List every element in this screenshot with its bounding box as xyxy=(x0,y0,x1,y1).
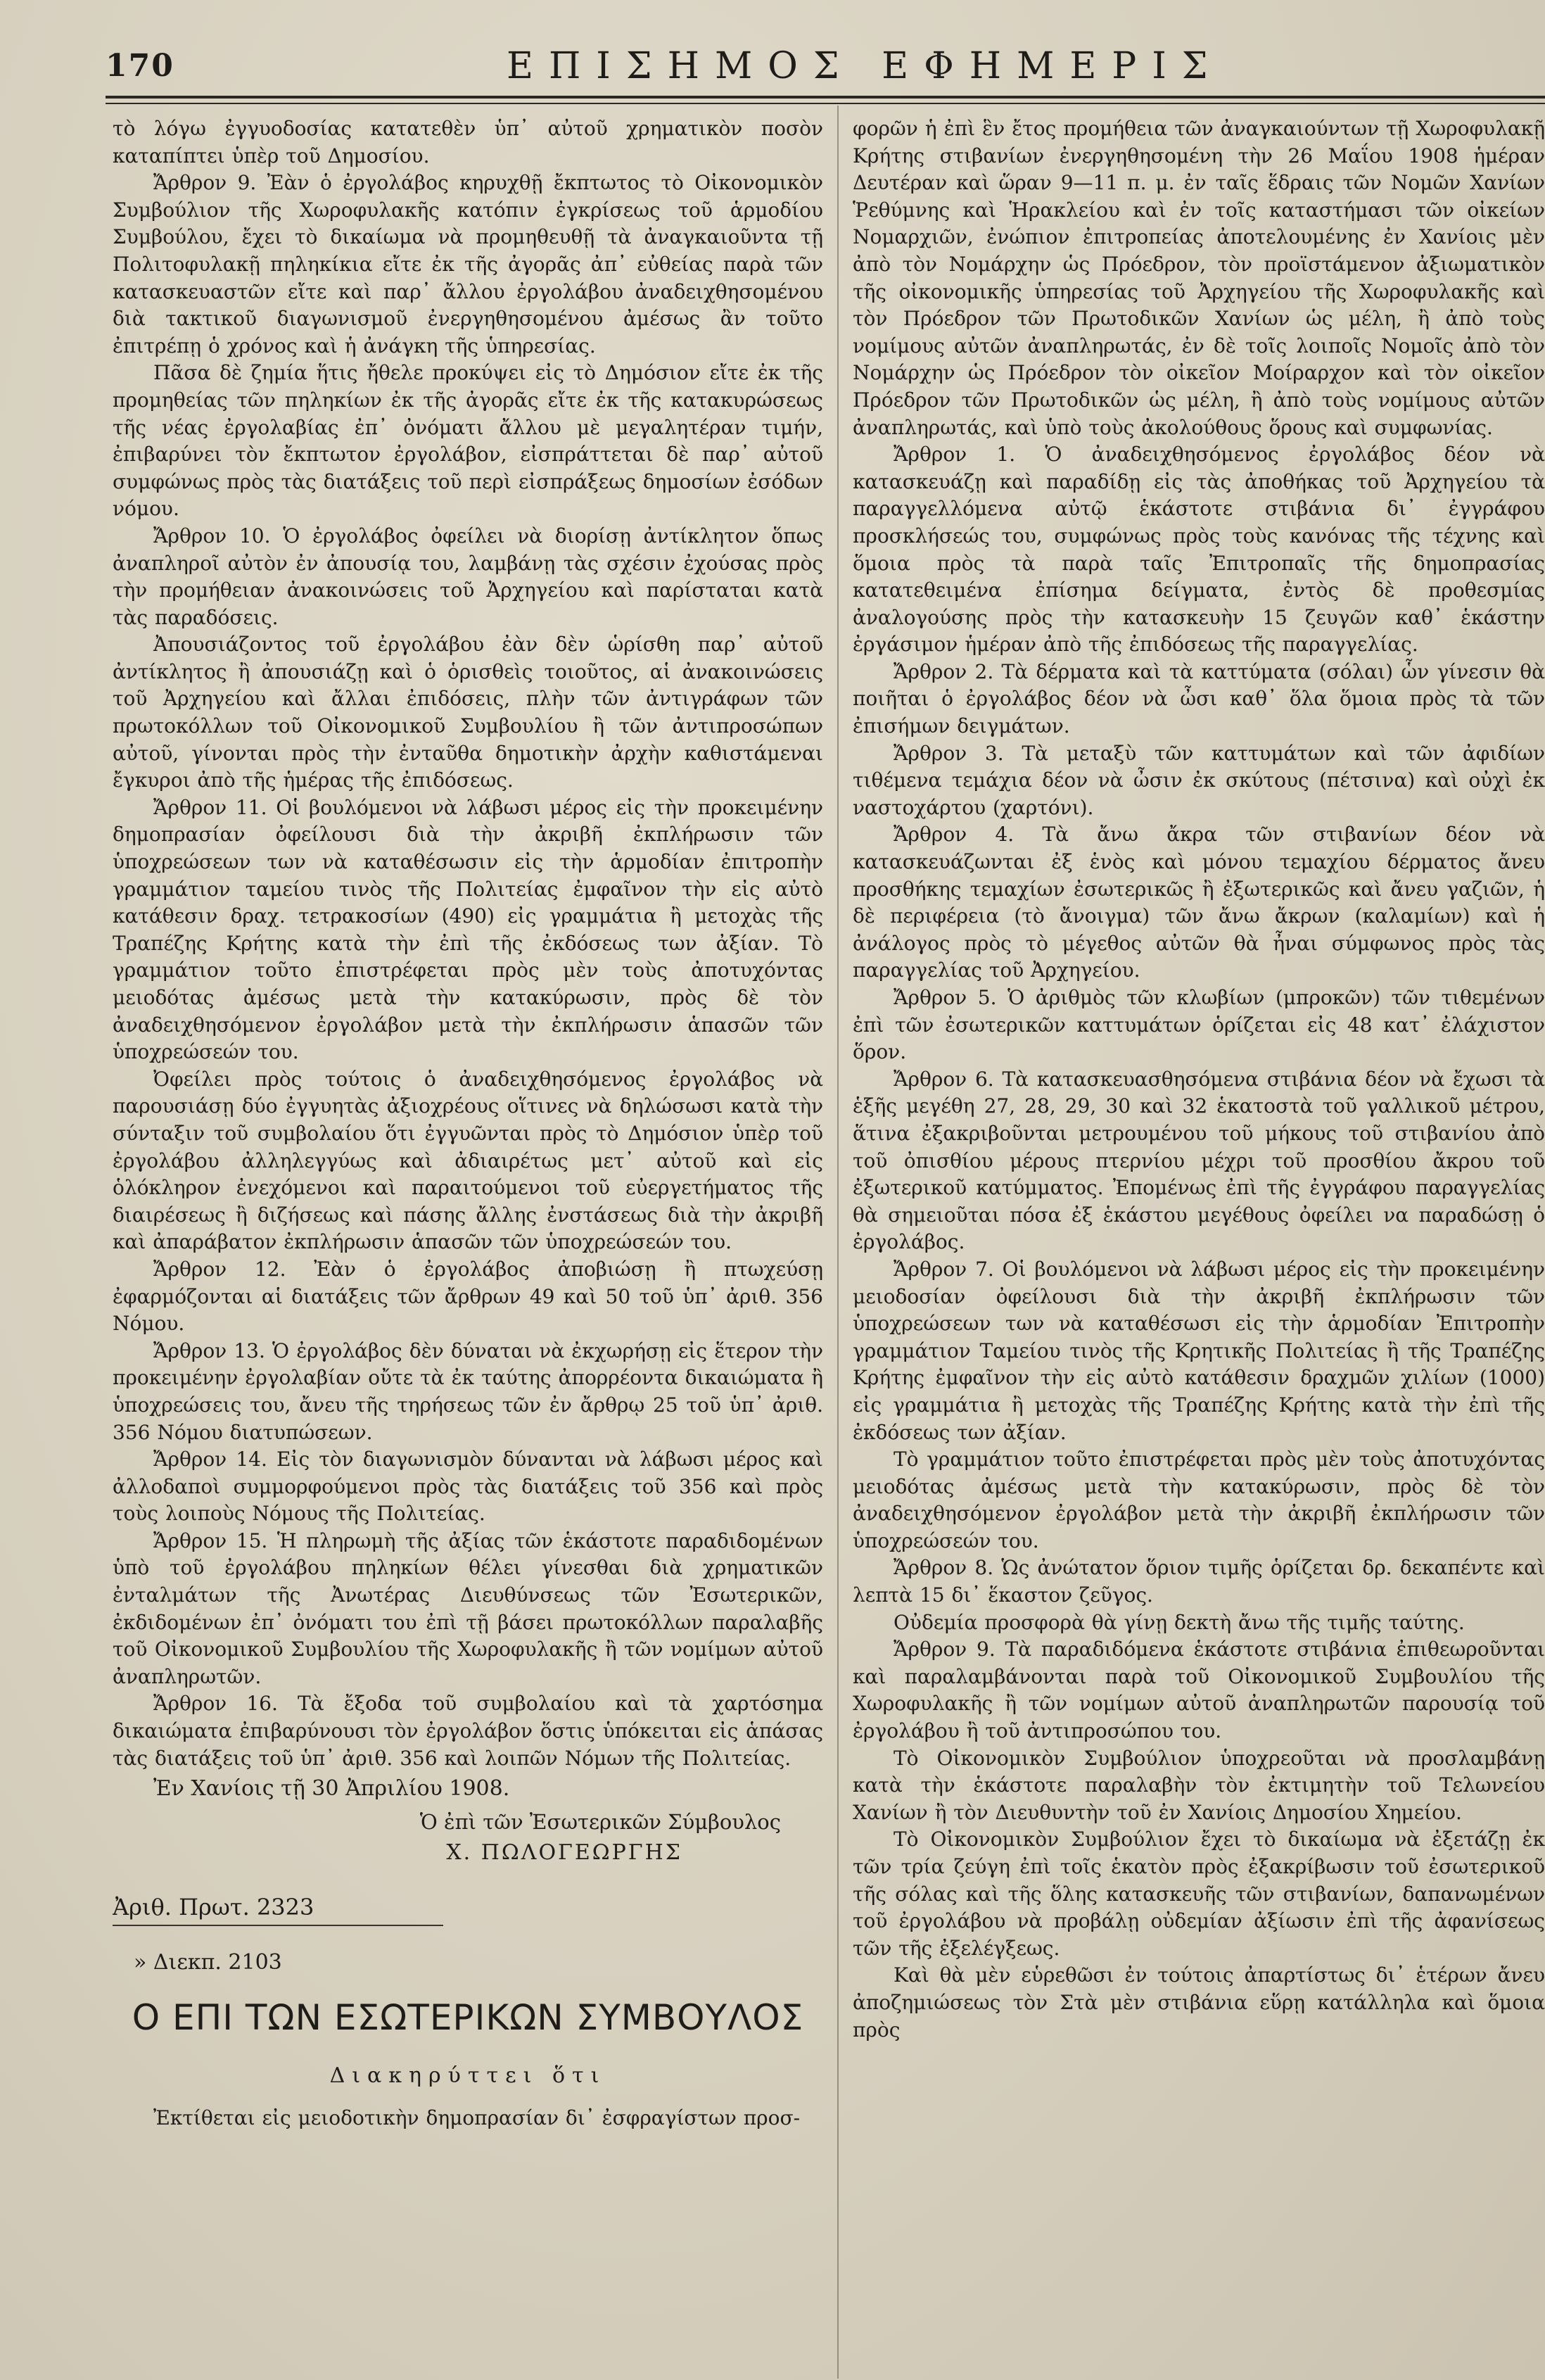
paragraph: Ἀπουσιάζοντος τοῦ ἐργολάβου ἐὰν δὲν ὡρίσθη παρ᾽ αὐτοῦ ἀντίκλητος ἢ ἀπουσιάζῃ καὶ ὁ ὁρισθεὶς τοιοῦτος, αἱ ἀνακοινώσεις τοῦ Ἀρχηγείου καὶ ἄλλαι ἐπιδόσεις, πλὴν τῶν ἀντιγράφων τῶν πρωτοκόλλων τοῦ Οἰκονομικοῦ Συμβουλίου ἢ τῶν ἀντιπροσώπων αὐτοῦ, γίνονται πρὸς τὴν ἐνταῦθα δημοτικὴν ἀρχὴν καθιστάμεναι ἔγκυροι ἀπὸ τῆς ἡμέρας τῆς ἐπιδόσεως. xyxy=(113,633,823,792)
article-1: Ἄρθρον 1. Ὁ ἀναδειχθησόμενος ἐργολάβος δέον νὰ κατασκευάζῃ καὶ παραδίδῃ εἰς τὰς ἀποθήκας τοῦ Ἀρχηγείου τὰ παραγγελλόμενα αὐτῷ ἑκάστοτε στιβάνια δι᾽ ἐγγράφου προσκλήσεώς του, συμφώνως πρὸς τοὺς κανόνας τῆς τέχνης καὶ ὅμοια πρὸς τὰ παρὰ ταῖς Ἐπιτροπαῖς τῆς δημοπρασίας κατατεθειμένα ἐπίσημα δείγματα, ἐντὸς δὲ προθεσμίας ἀναλογούσης πρὸς τὴν κατασκευὴν 15 ζευγῶν καθ᾽ ἑκάστην ἐργάσιμον ἡμέραν ἀπὸ τῆς ἐπιδόσεως τῆς παραγγελίας. xyxy=(853,443,1545,657)
signature-name: Χ. ΠΩΛΟΓΕΩΡΓΗΣ xyxy=(446,1840,682,1866)
signature-block xyxy=(113,1806,781,1868)
article-7: Ἄρθρον 7. Οἱ βουλόμενοι νὰ λάβωσι μέρος εἰς τὴν προκειμένην μειοδοσίαν ὀφείλουσι διὰ τὴν ἀκριβῆ ἐκπλήρωσιν τῶν ὑποχρεώσεων των νὰ καταθέσωσι εἰς τὴν ἁρμοδίαν Ἐπιτροπὴν γραμμάτιον Ταμείου τινὸς τῆς Κρητικῆς Πολιτείας ἢ τῆς Τραπέζης Κρήτης ἐμφαῖνον τὴν εἰς αὐτὸ κατάθεσιν δραχμῶν χιλίων (1000) εἰς γραμμάτια ἢ μετοχὰς τῆς Τραπέζης Κρήτης κατὰ τὴν ἐπὶ τῆς ἐκδόσεως των ἀξίαν. xyxy=(853,1257,1545,1444)
right-column xyxy=(853,115,1545,2367)
paragraph: Καὶ θὰ μὲν εὑρεθῶσι ἐν τούτοις ἀπαρτίστως δι᾽ ἑτέρων ἄνευ ἀποζημιώσεως τὸν Στὰ μὲν στιβάνια εὕρῃ κατάλληλα καὶ ὅμοια πρὸς xyxy=(853,1963,1545,2042)
reference-rule xyxy=(113,1925,443,1926)
header-rule xyxy=(106,96,1545,104)
article-5: Ἄρθρον 5. Ὁ ἀριθμὸς τῶν κλωβίων (μπροκῶν) τῶν τιθεμένων ἐπὶ τῶν ἐσωτερικῶν καττυμάτων ὁρίζεται εἰς 48 κατ᾽ ἐλάχιστον ὅρον. xyxy=(853,986,1545,1064)
newspaper-title: ΕΠΙΣΗΜΟΣ ΕΦΗΜΕΡΙΣ xyxy=(507,45,1223,87)
article-11: Ἄρθρον 11. Οἱ βουλόμενοι νὰ λάβωσι μέρος εἰς τὴν προκειμένην δημοπρασίαν ὀφείλουσι διὰ τὴν ἀκριβῆ ἐκπλήρωσιν τῶν ὑποχρεώσεων των νὰ καταθέσωσιν εἰς τὴν ἁρμοδίαν ἐπιτροπὴν γραμμάτιον ταμείου τινὸς τῆς Πολιτείας ἐμφαῖνον τὴν εἰς αὐτὸ κατάθεσιν δραχ. τετρακοσίων (490) εἰς γραμμάτια ἢ μετοχὰς τῆς Τραπέζης Κρήτης κατὰ τὴν ἐπὶ τῆς ἐκδόσεως των ἀξίαν. Τὸ γραμμάτιον τοῦτο ἐπιστρέφεται πρὸς μὲν τοὺς ἀποτυχόντας μειοδότας ἀμέσως μετὰ τὴν κατακύρωσιν, πρὸς δὲ τὸν ἀναδειχθησόμενον ἐργολάβον μετὰ τὴν ἐκπλήρωσιν ἁπασῶν τῶν ὑποχρεώσεών του. xyxy=(113,795,823,1064)
paragraph: Πᾶσα δὲ ζημία ἥτις ἤθελε προκύψει εἰς τὸ Δημόσιον εἴτε ἐκ τῆς προμηθείας τῶν πηληκίων ἐκ τῆς ἀγορᾶς εἴτε ἐκ τῆς κατακυρώσεως τῆς νέας ἐργολαβίας ἐπ᾽ ὀνόματι ἄλλου μὲ μεγαλητέραν τιμήν, ἐπιβαρύνει τὸν ἔκπτωτον ἐργολάβον, εἰσπράττεται δὲ παρ᾽ αὐτοῦ συμφώνως πρὸς τὰς διατάξεις τοῦ περὶ εἰσπράξεως δημοσίων ἐσόδων νόμου. xyxy=(113,361,823,521)
paragraph: Ἐκτίθεται εἰς μειοδοτικὴν δημοπρασίαν δι᾽ ἐσφραγίστων προσ- xyxy=(153,2106,801,2130)
page-number: 170 xyxy=(106,48,174,84)
left-column xyxy=(113,115,823,2367)
article-3: Ἄρθρον 3. Τὰ μεταξὺ τῶν καττυμάτων καὶ τῶν ἀφιδίων τιθέμενα τεμάχια δέον νὰ ὦσιν ἐκ σκύτους (πέτσινα) καὶ οὐχὶ ἐκ ναστοχάρτου (χαρτόνι). xyxy=(853,741,1545,819)
paragraph: τὸ λόγω ἐγγυοδοσίας κατατεθὲν ὑπ᾽ αὐτοῦ χρηματικὸν ποσὸν καταπίπτει ὑπὲρ τοῦ Δημοσίου. xyxy=(113,117,823,167)
paragraph: Οὐδεμία προσφορὰ θὰ γίνῃ δεκτὴ ἄνω τῆς τιμῆς ταύτης. xyxy=(894,1610,1465,1634)
section-subtitle: Διακηρύττει ὅτι xyxy=(329,2063,606,2089)
signature-title: Ὁ ἐπὶ τῶν Ἐσωτερικῶν Σύμβουλος xyxy=(419,1810,781,1835)
date-line: Ἐν Χανίοις τῇ 30 Ἀπριλίου 1908. xyxy=(153,1776,510,1802)
column-divider xyxy=(837,106,839,2379)
paragraph: Τὸ γραμμάτιον τοῦτο ἐπιστρέφεται πρὸς μὲν τοὺς ἀποτυχόντας μειοδότας ἀμέσως μετὰ τὴν κατακύρωσιν, πρὸς δὲ τὸν ἀναδειχθησόμενον ἐργολάβον μετὰ τὴν ἀκριβῆ ἐκπλήρωσιν τῶν ὑποχρεώσεών του. xyxy=(853,1448,1545,1552)
article-4: Ἄρθρον 4. Τὰ ἄνω ἄκρα τῶν στιβανίων δέον νὰ κατασκευάζωνται ἐξ ἑνὸς καὶ μόνου τεμαχίου δέρματος ἄνευ προσθήκης τεμαχίων ἐσωτερικῶς ἢ ἐξωτερικῶς καὶ ἄνευ γαζιῶν, ἡ δὲ περιφέρεια (τὸ ἄνοιγμα) τῶν ἄνω ἄκρων (καλαμίων) καὶ ἡ ἀνάλογος πρὸς τὸ μέγεθος αὐτῶν θὰ ἦναι σύμφωνος πρὸς τὰς παραγγελίας τοῦ Ἀρχηγείου. xyxy=(853,823,1545,982)
paragraph: Τὸ Οἰκονομικὸν Συμβούλιον ὑποχρεοῦται νὰ προσλαμβάνῃ κατὰ τὴν ἑκάστοτε παραλαβὴν τὸν ἐκτιμητὴν τοῦ Τελωνείου Χανίων ἢ τὸν Διευθυντὴν τοῦ ἐν Χανίοις Δημοσίου Χημείου. xyxy=(853,1746,1545,1824)
paragraph: Ὀφείλει πρὸς τούτοις ὁ ἀναδειχθησόμενος ἐργολάβος νὰ παρουσιάσῃ δύο ἐγγυητὰς ἀξιοχρέους οἵτινες νὰ δηλώσωσι κατὰ τὴν σύνταξιν τοῦ συμβολαίου ὅτι ἐγγυῶνται πρὸς τὸ Δημόσιον ὑπὲρ τοῦ ἐργολάβου ἀλληλεγγύως καὶ ἀδιαιρέτως μετ᾽ αὐτοῦ καὶ εἰς ὁλόκληρον ἐνεχόμενοι καὶ παραιτούμενοι τοῦ εὐεργετήματος τῆς διαιρέσεως ἢ διζήσεως καὶ πάσης ἄλλης ἐνστάσεως διὰ τὴν ἀκριβῆ καὶ ἀπαράβατον ἐκπλήρωσιν ἁπασῶν τῶν ὑποχρεώσεών του. xyxy=(113,1067,823,1254)
article-13: Ἄρθρον 13. Ὁ ἐργολάβος δὲν δύναται νὰ ἐκχωρήσῃ εἰς ἕτερον τὴν προκειμένην ἐργολαβίαν οὔτε τὰ ἐκ ταύτης ἀπορρέοντα δικαιώματα ἢ ὑποχρεώσεις του, ἄνευ τῆς τηρήσεως τῶν ἐν ἄρθρῳ 25 τοῦ ὑπ᾽ ἀριθ. 356 Νόμου διατυπώσεων. xyxy=(113,1338,823,1444)
dispatch-number: » Διεκπ. 2103 xyxy=(134,1950,282,1975)
protocol-number: Ἀριθ. Πρωτ. 2323 xyxy=(113,1894,314,1921)
paragraph: φορῶν ἡ ἐπὶ ἓν ἔτος προμήθεια τῶν ἀναγκαιούντων τῇ Χωροφυλακῇ Κρήτης στιβανίων ἐνεργηθησομένη τὴν 26 Μαΐου 1908 ἡμέραν Δευτέραν καὶ ὥραν 9—11 π. μ. ἐν ταῖς ἕδραις τῶν Νομῶν Χανίων Ῥεθύμνης καὶ Ἡρακλείου καὶ ἐν τοῖς καταστήμασι τῶν οἰκείων Νομαρχιῶν, ἐνώπιον ἐπιτροπείας ἀποτελουμένης ἐν Χανίοις μὲν ἀπὸ τὸν Νομάρχην ὡς Πρόεδρον, τὸν προϊστάμενον ἀξιωματικὸν τῆς οἰκονομικῆς ὑπηρεσίας τοῦ Ἀρχηγείου τῆς Χωροφυλακῆς καὶ τὸν Πρόεδρον τῶν Πρωτοδικῶν Χανίων ὡς μέλη, ἢ ἀπὸ τοὺς νομίμους αὐτῶν ἀναπληρωτάς, ἐν δὲ τοῖς λοιποῖς Νομοῖς ἀπὸ τὸν Νομάρχην ὡς Πρόεδρον τὸν οἰκεῖον Μοίραρχον καὶ τὸν οἰκεῖον Πρόεδρον τῶν Πρωτοδικῶν ὡς μέλη, ἢ ἀπὸ τοὺς νομίμους αὐτῶν ἀναπληρωτάς, καὶ ὑπὸ τοὺς ἀκολούθους ὅρους καὶ συμφωνίας. xyxy=(853,117,1545,439)
article-9-right: Ἄρθρον 9. Τὰ παραδιδόμενα ἑκάστοτε στιβάνια ἐπιθεωροῦνται καὶ παραλαμβάνονται παρὰ τοῦ Οἰκονομικοῦ Συμβουλίου τῆς Χωροφυλακῆς ἢ τῶν νομίμων αὐτοῦ ἀναπληρωτῶν παρουσίᾳ τοῦ ἐργολάβου ἢ τοῦ ἀντιπροσώπου του. xyxy=(853,1638,1545,1743)
article-15: Ἄρθρον 15. Ἡ πληρωμὴ τῆς ἀξίας τῶν ἑκάστοτε παραδιδομένων ὑπὸ τοῦ ἐργολάβου πηληκίων θέλει γίνεσθαι διὰ χρηματικῶν ἐνταλμάτων τῆς Ἀνωτέρας Διευθύνσεως τῶν Ἐσωτερικῶν, ἐκδιδομένων ἐπ᾽ ὀνόματι του ἐπὶ τῇ βάσει πρωτοκόλλων παραλαβῆς τοῦ Οἰκονομικοῦ Συμβουλίου τῆς Χωροφυλακῆς ἢ τῶν νομίμων αὐτοῦ ἀναπληρωτῶν. xyxy=(113,1528,823,1688)
section-title: Ο ΕΠΙ ΤΩΝ ΕΣΩΤΕΡΙΚΩΝ ΣΥΜΒΟΥΛΟΣ xyxy=(132,1997,804,2039)
article-16: Ἄρθρον 16. Τὰ ἔξοδα τοῦ συμβολαίου καὶ τὰ χαρτόσημα δικαιώματα ἐπιβαρύνουσι τὸν ἐργολάβον ὅστις ὑπόκειται εἰς ἁπάσας τὰς διατάξεις τοῦ ὑπ᾽ ἀριθ. 356 καὶ λοιπῶν Νόμων τῆς Πολιτείας. xyxy=(113,1692,823,1770)
article-8: Ἄρθρον 8. Ὡς ἀνώτατον ὅριον τιμῆς ὁρίζεται δρ. δεκαπέντε καὶ λεπτὰ 15 δι᾽ ἕκαστον ζεῦγος. xyxy=(853,1556,1545,1607)
article-10: Ἄρθρον 10. Ὁ ἐργολάβος ὀφείλει νὰ διορίσῃ ἀντίκλητον ὅπως ἀναπληροῖ αὐτὸν ἐν ἀπουσίᾳ του, λαμβάνῃ τὰς σχέσιν ἐχούσας πρὸς τὴν προμήθειαν ἀνακοινώσεις τοῦ Ἀρχηγείου καὶ παρίσταται κατὰ τὰς παραδόσεις. xyxy=(113,524,823,629)
article-2: Ἄρθρον 2. Τὰ δέρματα καὶ τὰ καττύματα (σόλαι) ὧν γίνεσιν θὰ ποιῆται ὁ ἐργολάβος δέον νὰ ὦσι καθ᾽ ὅλα ὅμοια πρὸς τὰ τῶν ἐπισήμων δειγμάτων. xyxy=(853,659,1545,738)
paragraph: Τὸ Οἰκονομικὸν Συμβούλιον ἔχει τὸ δικαίωμα νὰ ἐξετάζῃ ἐκ τῶν τρία ζεύγη ἐπὶ τοῖς ἑκατὸν πρὸς ἐξακρίβωσιν τοῦ ἐσωτερικοῦ τῆς σόλας καὶ τῆς ὅλης κατασκευῆς τῶν στιβανίων, δαπανωμένων τοῦ ἐργολάβου νὰ προβάλῃ οὐδεμίαν ἀξίωσιν ἐπὶ τῆς ἀφανίσεως τῶν τῆς ἐξελέγξεως. xyxy=(853,1828,1545,1960)
page-header xyxy=(106,35,1527,99)
article-6: Ἄρθρον 6. Τὰ κατασκευασθησόμενα στιβάνια δέον νὰ ἔχωσι τὰ ἑξῆς μεγέθη 27, 28, 29, 30 καὶ 32 ἑκατοστὰ τοῦ γαλλικοῦ μέτρου, ἅτινα ἐξακριβοῦνται μετρουμένου τοῦ μήκους τοῦ στιβανίου ἀπὸ τοῦ ὀπισθίου μέρους πτερνίου μέχρι τοῦ προσθίου ἄκρου τοῦ ἐξωτερικοῦ κατύμματος. Ἐπομένως ἐπὶ τῆς ἐγγράφου παραγγελίας θὰ σημειοῦται πόσα ἐξ ἑκάστου μεγέθους ὀφείλει να παραδώσῃ ὁ ἐργολάβος. xyxy=(853,1067,1545,1254)
article-9: Ἄρθρον 9. Ἐὰν ὁ ἐργολάβος κηρυχθῇ ἔκπτωτος τὸ Οἰκονομικὸν Συμβούλιον τῆς Χωροφυλακῆς κατόπιν ἐγκρίσεως τοῦ ἁρμοδίου Συμβούλου, ἔχει τὸ δικαίωμα νὰ προμηθευθῇ τὰ ἀναγκαιοῦντα τῇ Πολιτοφυλακῇ πηληκίκια εἴτε ἐκ τῆς ἀγορᾶς ἀπ᾽ εὐθείας παρὰ τῶν κατασκευαστῶν εἴτε καὶ παρ᾽ ἄλλου ἐργολάβου ἀναδειχθησομένου διὰ τακτικοῦ διαγωνισμοῦ ἐνεργηθησομένου ἀμέσως ἂν τοῦτο ἐπιτρέπῃ ὁ χρόνος καὶ ἡ ἀνάγκη τῆς ὑπηρεσίας. xyxy=(113,171,823,357)
article-12: Ἄρθρον 12. Ἐὰν ὁ ἐργολάβος ἀποβιώσῃ ἢ πτωχεύσῃ ἐφαρμόζονται αἱ διατάξεις τῶν ἄρθρων 49 καὶ 50 τοῦ ὑπ᾽ ἀριθ. 356 Νόμου. xyxy=(113,1257,823,1336)
article-14: Ἄρθρον 14. Εἰς τὸν διαγωνισμὸν δύνανται νὰ λάβωσι μέρος καὶ ἀλλοδαποὶ συμμορφούμενοι πρὸς τὰς διατάξεις τοῦ 356 καὶ πρὸς τοὺς λοιποὺς Νόμους τῆς Πολιτείας. xyxy=(113,1448,823,1526)
